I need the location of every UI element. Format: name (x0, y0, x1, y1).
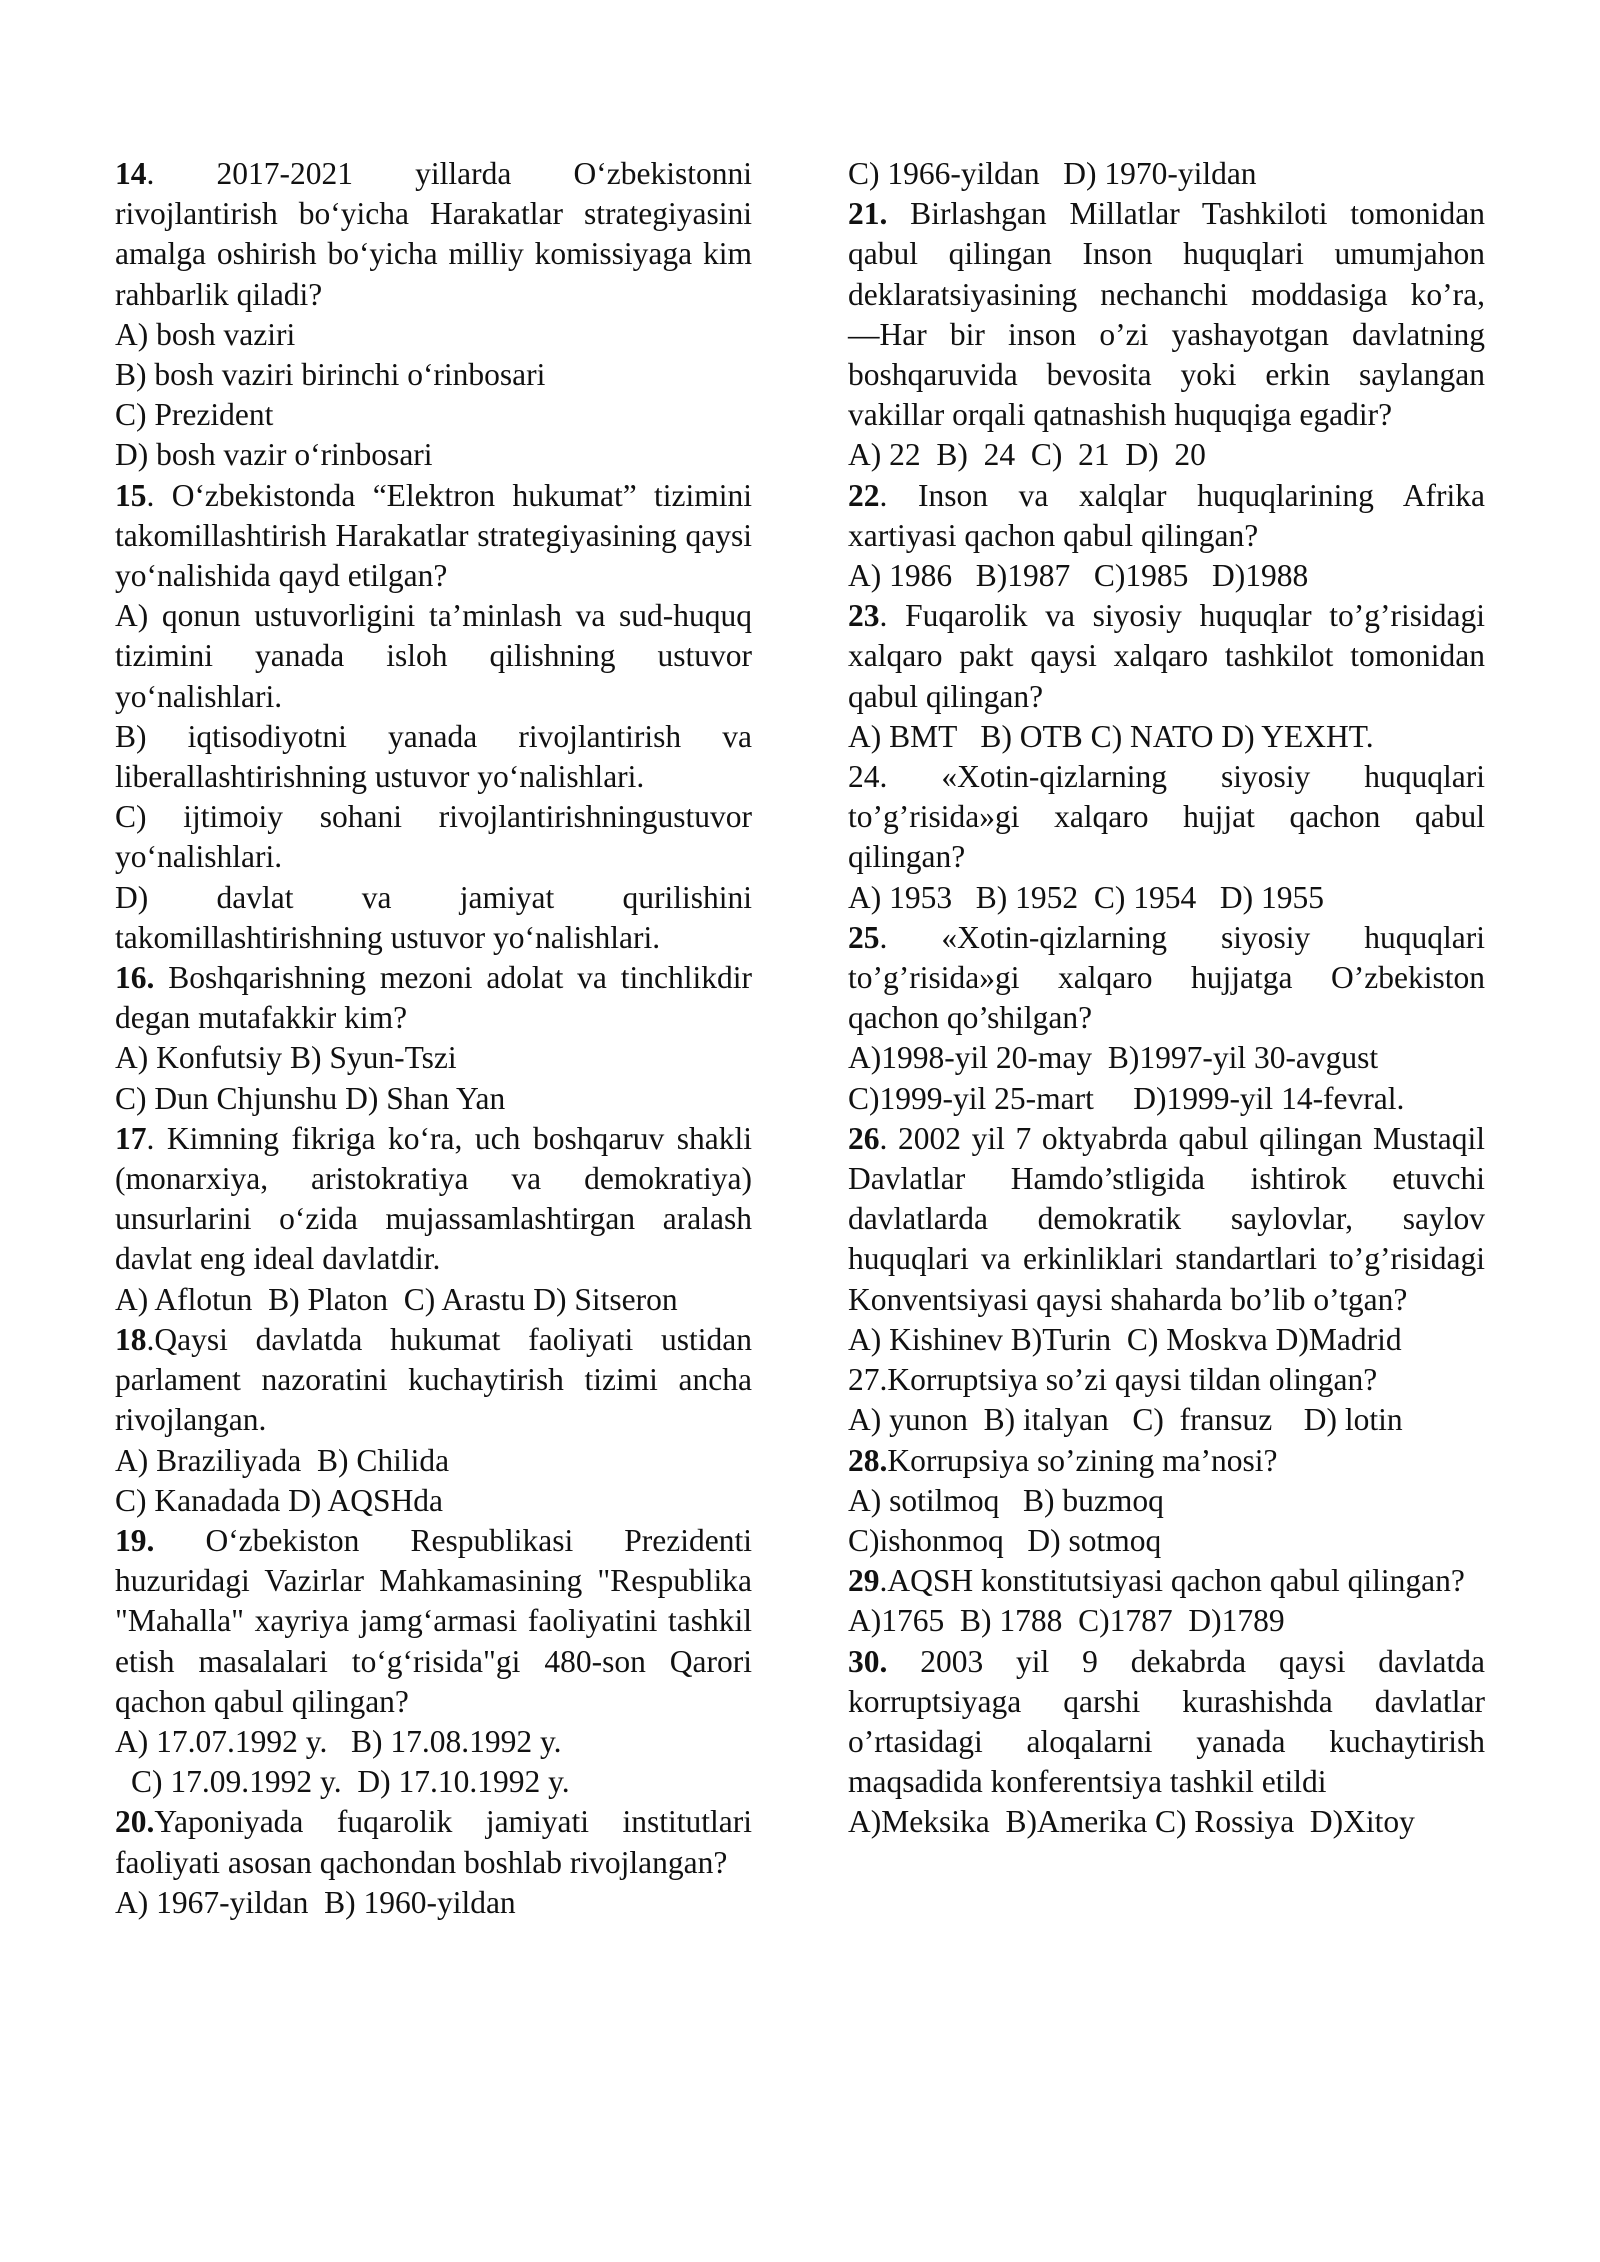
answer-option: A)Meksika B)Amerika C) Rossiya D)Xitoy (848, 1804, 1415, 1840)
question-number: 16. (115, 960, 155, 996)
answer-option: C) ijtimoiy sohani rivojlantirishningustuvor yo‘nalishlari. (115, 799, 752, 875)
question-15 (115, 476, 752, 597)
question-text: Boshqarishning mezoni adolat va tinchlikdir degan mutafakkir kim? (115, 960, 752, 1036)
answer-option: A) 1967-yildan B) 1960-yildan (115, 1884, 516, 1920)
question-22 (848, 476, 1485, 556)
answer-option: C) Dun Chjunshu D) Shan Yan (115, 1080, 506, 1116)
answer-option: A) 1986 B)1987 C)1985 D)1988 (848, 558, 1309, 594)
answer-option: A) yunon B) italyan C) fransuz D) lotin (848, 1402, 1403, 1438)
question-26 (848, 1119, 1485, 1320)
question-text: .AQSH konstitutsiyasi qachon qabul qilingan? (879, 1563, 1465, 1599)
question-number: 18 (115, 1321, 147, 1357)
answer-option: A) 22 B) 24 C) 21 D) 20 (848, 437, 1206, 473)
question-number: 23 (848, 598, 880, 634)
question-28 (848, 1441, 1485, 1481)
question-text: «Xotin-qizlarning siyosiy huquqlari to’g’risida»gi xalqaro hujjat qachon qabul qilingan? (848, 759, 1485, 875)
question-text: Birlashgan Millatlar Tashkiloti tomonidan qabul qilingan Inson huquqlari umumjahon deklaratsiyasining nechanchi moddasiga ko’ra, ―Har bir inson o’zi yashayotgan davlatning boshqaruvida bevosita yoki erkin saylangan vakillar orqali qatnashish huquqiga egadir? (848, 196, 1485, 433)
answer-option: C) Prezident (115, 397, 274, 433)
answer-option: B) bosh vaziri birinchi o‘rinbosari (115, 357, 546, 393)
answer-option: A) sotilmoq B) buzmoq (848, 1482, 1164, 1518)
question-number: 19. (115, 1522, 155, 1558)
question-text: Yaponiyada fuqarolik jamiyati institutlari faoliyati asosan qachondan boshlab rivojlangan? (115, 1804, 752, 1880)
question-text: Korrupsiya so’zining ma’nosi? (887, 1442, 1278, 1478)
question-20-options-continued: C) 1966-yildan D) 1970-yildan (848, 156, 1257, 191)
question-number: 24. (848, 759, 888, 795)
question-number: 21. (848, 196, 888, 232)
answer-option: A)1998-yil 20-may B)1997-yil 30-avgust (848, 1040, 1379, 1076)
question-18 (115, 1320, 752, 1441)
question-number: 17 (115, 1120, 147, 1156)
question-text: . 2017-2021 yillarda O‘zbekistonni rivojlantirish bo‘yicha Harakatlar strategiyasini amalga oshirish bo‘yicha milliy komissiyaga kim rahbarlik qiladi? (115, 156, 752, 312)
question-24 (848, 757, 1485, 878)
answer-option: A) qonun ustuvorligini ta’minlash va sud-huquq tizimini yanada isloh qilishning ustuvor yo‘nalishlari. (115, 598, 752, 714)
question-text: Korruptsiya so’zi qaysi tildan olingan? (887, 1362, 1378, 1398)
question-text: . Inson va xalqlar huquqlarining Afrika xartiyasi qachon qabul qilingan? (848, 477, 1485, 553)
answer-option: A) Aflotun B) Platon C) Arastu D) Sitseron (115, 1281, 678, 1317)
question-number: 30. (848, 1643, 888, 1679)
answer-option: B) iqtisodiyotni yanada rivojlantirish va liberallashtirishning ustuvor yo‘nalishlari. (115, 718, 752, 795)
answer-option: C)ishonmoq D) sotmoq (848, 1522, 1162, 1558)
question-number: 15 (115, 477, 147, 513)
question-23 (848, 596, 1485, 717)
question-text: . Fuqarolik va siyosiy huquqlar to’g’risidagi xalqaro pakt qaysi xalqaro tashkilot tomonidan qabul qilingan? (848, 598, 1485, 714)
question-text: . Kimning fikriga ko‘ra, uch boshqaruv shakli (monarxiya, aristokratiya va demokratiya) unsurlarini o‘zida mujassamlashtirgan aralash davlat eng ideal davlatdir. (115, 1120, 752, 1277)
answer-option: A) 17.07.1992 y. B) 17.08.1992 y. (115, 1723, 562, 1759)
question-14 (115, 154, 752, 315)
answer-option: A) Braziliyada B) Chilida (115, 1442, 450, 1478)
answer-option: A) 1953 B) 1952 C) 1954 D) 1955 (848, 879, 1324, 915)
question-21 (848, 194, 1485, 435)
question-text: . 2002 yil 7 oktyabrda qabul qilingan Mustaqil Davlatlar Hamdo’stligida ishtirok etuvchi davlatlarda demokratik saylovlar, saylov huquqlari va erkinliklari standartlari to’g’risidagi Konventsiyasi qaysi shaharda bo’lib o’tgan? (848, 1120, 1485, 1317)
answer-option: A) Konfutsiy B) Syun-Tszi (115, 1040, 457, 1076)
question-number: 22 (848, 477, 880, 513)
answer-option: A) Kishinev B)Turin C) Moskva D)Madrid (848, 1321, 1402, 1357)
answer-option: A)1765 B) 1788 C)1787 D)1789 (848, 1603, 1285, 1639)
question-text: . O‘zbekistonda “Elektron hukumat” tizimini takomillashtirish Harakatlar strategiyasining qaysi yo‘nalishida qayd etilgan? (115, 477, 752, 594)
answer-option: C) 17.09.1992 y. D) 17.10.1992 y. (131, 1764, 570, 1800)
question-text: 2003 yil 9 dekabrda qaysi davlatda korruptsiyaga qarshi kurashishda davlatlar o’rtasidagi aloqalarni yanada kuchaytirish maqsadida konferentsiya tashkil etildi (848, 1643, 1485, 1800)
question-text: .Qaysi davlatda hukumat faoliyati ustidan parlament nazoratini kuchaytirish tizimi ancha rivojlangan. (115, 1321, 752, 1438)
right-column (848, 154, 1485, 1843)
question-27 (848, 1360, 1485, 1400)
question-16 (115, 958, 752, 1038)
question-29 (848, 1561, 1485, 1601)
question-text: O‘zbekiston Respublikasi Prezidenti huzuridagi Vazirlar Mahkamasining "Respublika "Mahalla" xayriya jamg‘armasi faoliyatini tashkil etish masalalari to‘g‘risida"gi 480-son Qarori qachon qabul qilingan? (115, 1522, 752, 1719)
left-column (115, 154, 752, 1923)
question-number: 28. (848, 1442, 888, 1478)
question-number: 27. (848, 1362, 888, 1398)
answer-option: A) BMT B) OTB C) NATO D) YEXHT. (848, 718, 1374, 754)
question-number: 29 (848, 1563, 880, 1599)
answer-option: C)1999-yil 25-mart D)1999-yil 14-fevral. (848, 1080, 1405, 1116)
question-number: 14 (115, 156, 147, 191)
answer-option: C) Kanadada D) AQSHda (115, 1482, 444, 1518)
question-number: 26 (848, 1120, 880, 1156)
question-number: 20. (115, 1804, 155, 1840)
answer-option: D) bosh vazir o‘rinbosari (115, 437, 433, 473)
answer-option: D) davlat va jamiyat qurilishini takomillashtirishning ustuvor yo‘nalishlari. (115, 879, 752, 955)
question-25 (848, 918, 1485, 1039)
answer-option: A) bosh vaziri (115, 316, 296, 352)
question-number: 25 (848, 919, 880, 955)
question-19 (115, 1521, 752, 1722)
question-30 (848, 1642, 1485, 1803)
question-20 (115, 1802, 752, 1882)
question-17 (115, 1119, 752, 1280)
question-text: . «Xotin-qizlarning siyosiy huquqlari to’g’risida»gi xalqaro hujjatga O’zbekiston qachon qo’shilgan? (848, 919, 1485, 1036)
